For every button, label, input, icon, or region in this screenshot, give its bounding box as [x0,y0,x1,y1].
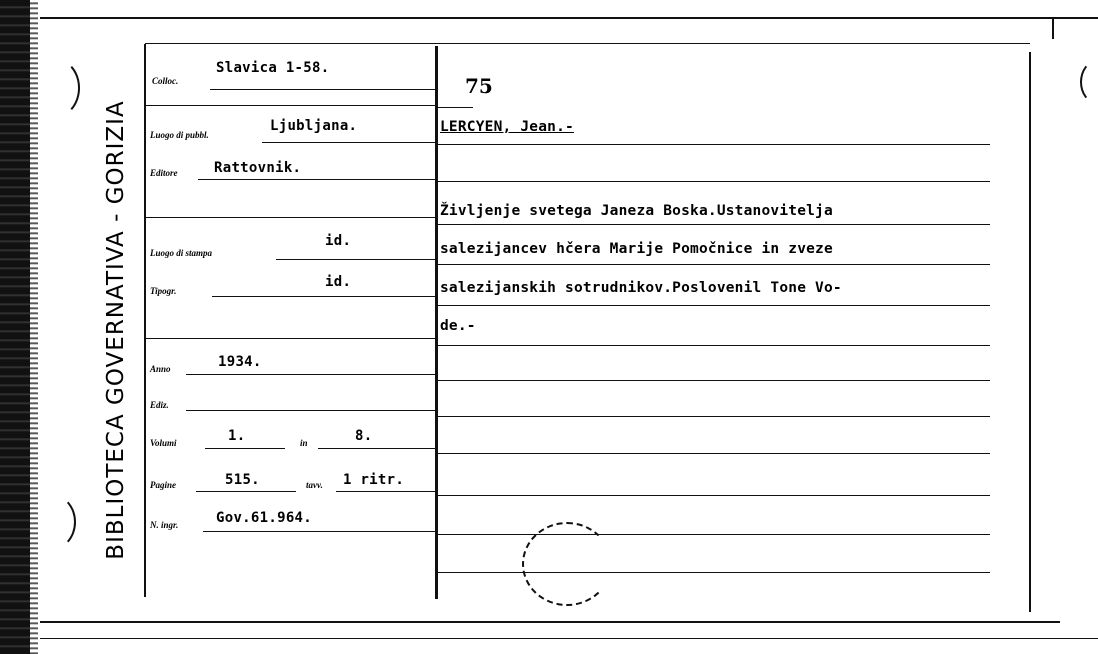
label-tipogr: Tipogr. [150,286,177,296]
rule-r-4 [438,264,990,265]
value-luogo-stampa: id. [325,233,352,249]
center-divider [435,46,438,599]
label-n-ingr: N. ingr. [150,520,179,530]
rule-luogo-stampa [276,259,436,260]
label-tavole: tavv. [306,480,323,490]
left-column-rule [144,44,146,597]
label-luogo-pubbl: Luogo di pubbl. [150,130,209,140]
title-line-2: salezijancev hčera Marije Pomočnice in zveze [440,241,833,257]
stamp-circle [522,522,612,606]
rule-r-11 [438,534,990,535]
value-in: 8. [355,428,373,444]
rule-r-12 [438,572,990,573]
rule-r-0 [438,107,473,108]
card-number: 75 [465,74,493,98]
rule-colloc [210,89,435,90]
value-volumi: 1. [228,428,246,444]
label-pagine: Pagine [150,480,176,490]
label-anno: Anno [150,364,171,374]
punch-hole-top [30,58,80,118]
card-right-border [1029,52,1031,612]
value-n-ingr: Gov.61.964. [216,510,313,526]
rule-volumi [205,448,285,449]
rule-blank-1 [146,217,436,218]
rule-luogo-pubbl [262,142,437,143]
label-luogo-stampa: Luogo di stampa [150,248,213,258]
value-tavole: 1 ritr. [343,472,405,488]
rule-r-6 [438,345,990,346]
label-volumi: Volumi [150,438,177,448]
rule-tipogr [212,296,436,297]
rule-n-ingr [203,531,436,532]
rule-r-9 [438,453,990,454]
rule-r-5 [438,305,990,306]
card-top-tab [1052,17,1054,39]
author-heading: LERCYEN, Jean.- [440,119,574,135]
value-tipogr: id. [325,274,352,290]
title-line-4: de.- [440,318,476,334]
label-editore: Editore [150,168,178,178]
rule-anno [186,374,436,375]
value-colloc: Slavica 1-58. [216,60,330,76]
rule-r-2 [438,181,990,182]
title-line-3: salezijanskih sotrudnikov.Poslovenil Tone Vo- [440,280,842,296]
card-bottom-line [40,621,1060,623]
rule-editore [198,179,438,180]
rule-colloc-full [146,105,436,106]
rule-tavole [336,491,436,492]
value-pagine: 515. [225,472,260,488]
rule-ediz [186,410,436,411]
rule-blank-2 [146,338,436,339]
right-edge-mark [1080,60,1098,104]
sidebar-title: BIBLIOTECA GOVERNATIVA - GORIZIA [103,100,129,560]
rule-in [318,448,436,449]
rule-r-7 [438,380,990,381]
label-in: in [300,438,308,448]
rule-r-8 [438,416,990,417]
rule-r-10 [438,495,990,496]
form-top-line [145,43,1030,44]
rule-pagine [196,491,296,492]
value-luogo-pubbl: Ljubljana. [270,118,358,134]
card-top-line [40,17,1098,19]
punch-hole-bottom [28,494,76,550]
label-colloc: Colloc. [152,76,179,86]
card-bottom-line-2 [40,638,1098,639]
title-line-1: Življenje svetega Janeza Boska.Ustanovitelja [440,203,833,219]
rule-r-3 [438,224,990,225]
value-anno: 1934. [218,354,262,370]
value-editore: Rattovnik. [214,160,302,176]
label-ediz: Ediz. [150,400,169,410]
rule-r-1 [438,144,990,145]
